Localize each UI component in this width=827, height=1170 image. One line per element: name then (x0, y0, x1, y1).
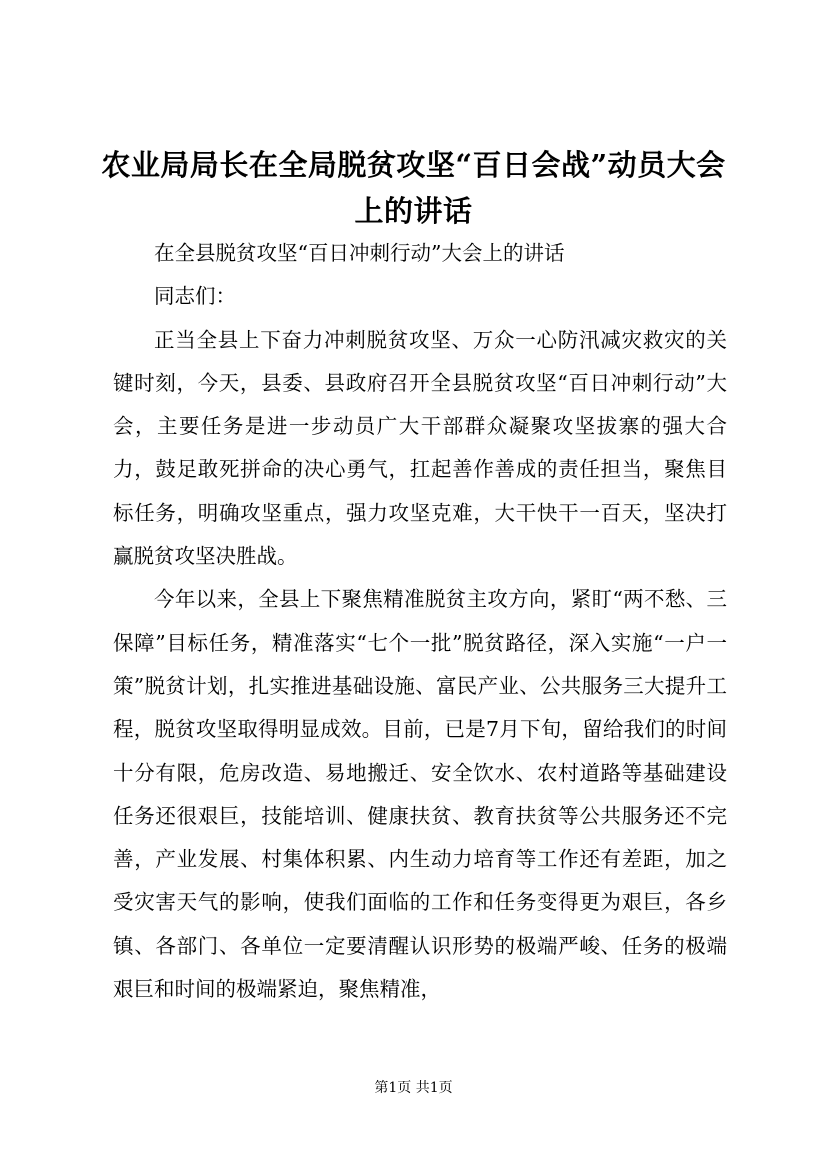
page-number: 第1页 共1页 (374, 1080, 453, 1096)
body-paragraph: 正当全县上下奋力冲刺脱贫攻坚、万众一心防汛减灾救灾的关键时刻，今天，县委、县政府召开全县脱贫攻坚“百日冲刺行动”大会，主要任务是进一步动员广大干部群众凝聚攻坚拔寨的强大合力，鼓足敢死拼命的决心勇气，扛起善作善成的责任担当，聚焦目标任务，明确攻坚重点，强力攻坚克难，大干快干一百天，坚决打赢脱贫攻坚决胜战。 (113, 327, 727, 569)
salutation: 同志们： (154, 284, 236, 309)
document-subtitle: 在全县脱贫攻坚“百日冲刺行动”大会上的讲话 (154, 241, 565, 265)
document-body (113, 232, 727, 1011)
document-title: 农业局局长在全局脱贫攻坚“百日会战”动员大会上的讲话 (101, 148, 726, 228)
body-paragraph: 今年以来，全县上下聚焦精准脱贫主攻方向，紧盯“两不愁、三保障”目标任务，精准落实“七个一批”脱贫路径，深入实施“一户一策”脱贫计划，扎实推进基础设施、富民产业、公共服务三大提升工程，脱贫攻坚取得明显成效。目前，已是7月下旬，留给我们的时间十分有限，危房改造、易地搬迁、安全饮水、农村道路等基础建设任务还很艰巨，技能培训、健康扶贫、教育扶贫等公共服务还不完善，产业发展、村集体积累、内生动力培育等工作还有差距，加之受灾害天气的影响，使我们面临的工作和任务变得更为艰巨，各乡镇、各部门、各单位一定要清醒认识形势的极端严峻、任务的极端艰巨和时间的极端紧迫，聚焦精准， (113, 587, 727, 1002)
